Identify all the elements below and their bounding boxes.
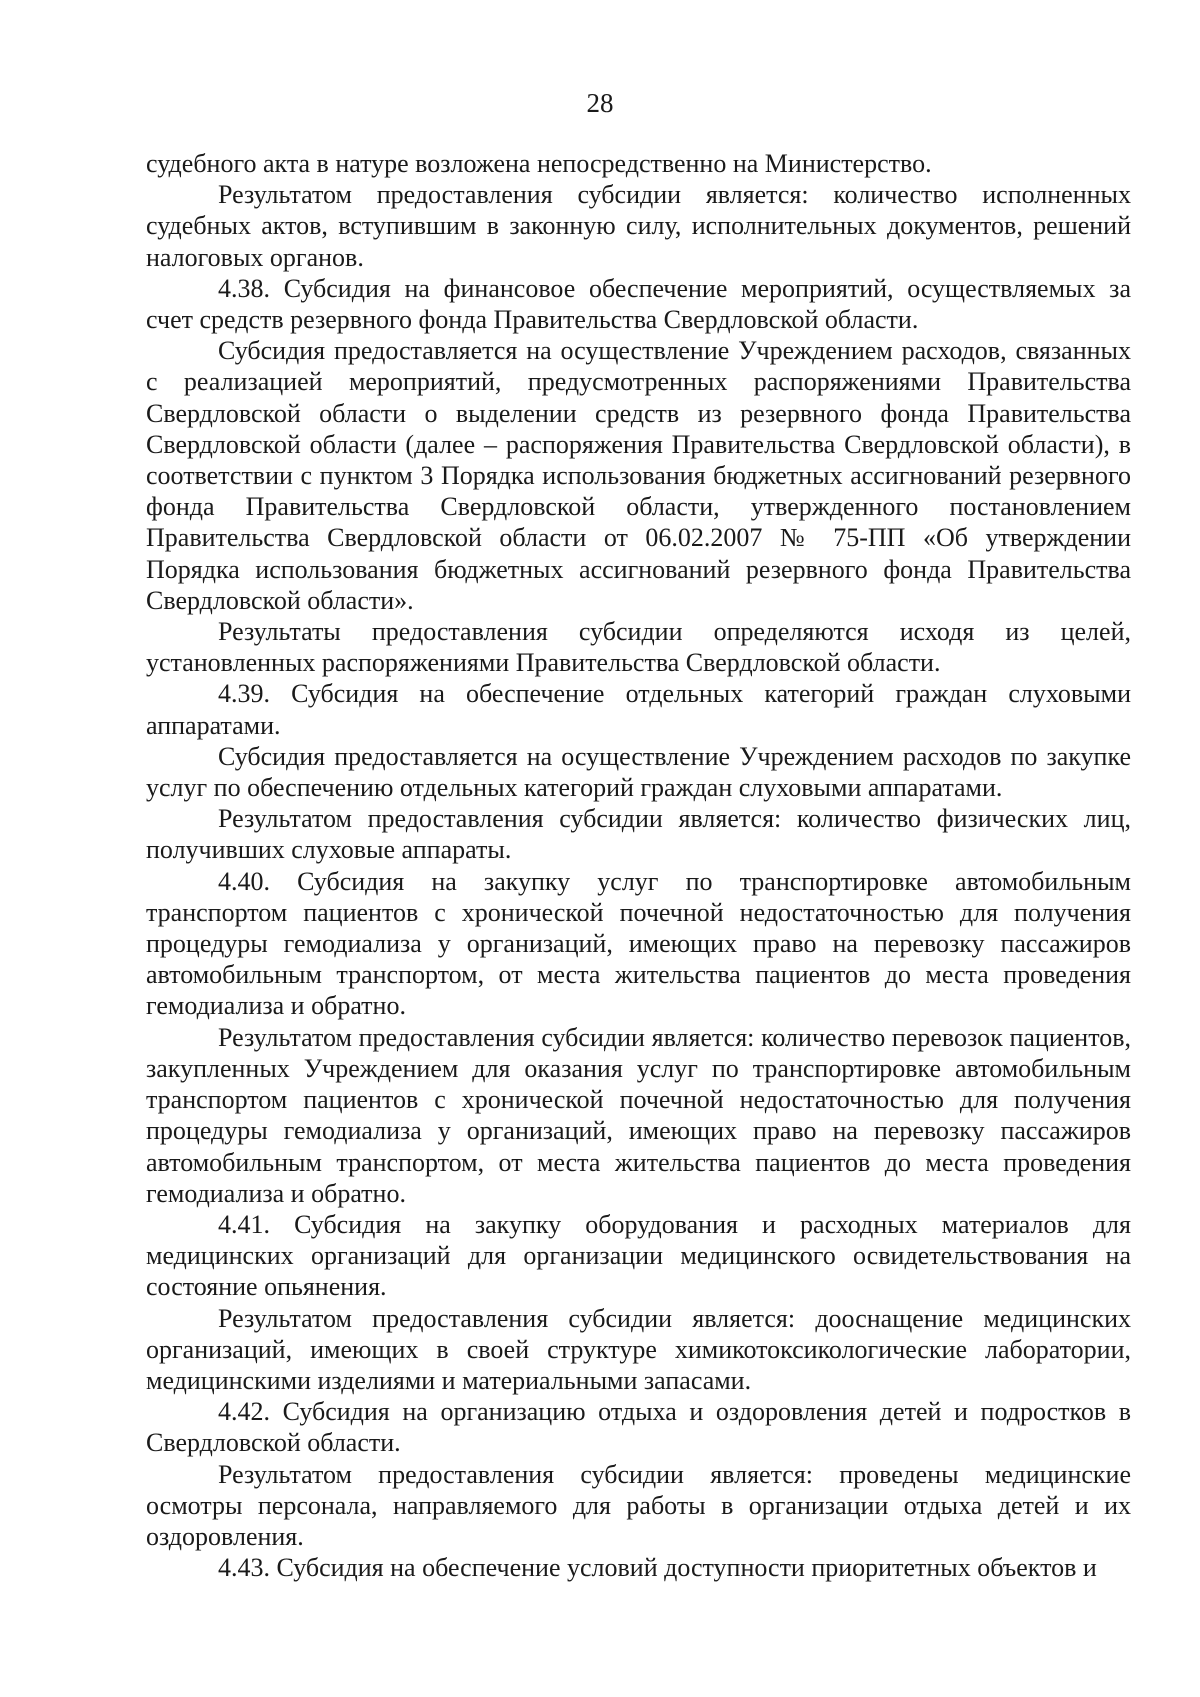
paragraph-4-42-heading: 4.42. Субсидия на организацию отдыха и оздоровления детей и подростков в Свердловской области. [146, 1397, 1131, 1458]
paragraph-4-38-results: Результаты предоставления субсидии определяются исходя из целей, установленных распоряжениями Правительства Свердловской области. [146, 617, 1131, 678]
paragraph-4-39-result: Результатом предоставления субсидии является: количество физических лиц, получивших слуховые аппараты. [146, 804, 1131, 865]
paragraph-4-40-result: Результатом предоставления субсидии является: количество перевозок пациентов, закупленных Учреждением для оказания услуг по транспортировке автомобильным транспортом пациентов с хронической почечной недостаточностью для получения процедуры гемодиализа у организаций, имеющих право на перевозку пассажиров автомобильным транспортом, от места жительства пациентов до места проведения гемодиализа и обратно. [146, 1022, 1131, 1208]
paragraph-4-39-purpose: Субсидия предоставляется на осуществление Учреждением расходов по закупке услуг по обеспечению отдельных категорий граждан слуховыми аппаратами. [146, 741, 1131, 803]
document-body [146, 148, 1131, 1583]
paragraph-4-41-result: Результатом предоставления субсидии является: дооснащение медицинских организаций, имеющих в своей структуре химикотоксикологические лаборатории, медицинскими изделиями и материальными запасами. [146, 1303, 1131, 1395]
paragraph-4-40-heading: 4.40. Субсидия на закупку услуг по транспортировке автомобильным транспортом пациентов с хронической почечной недостаточностью для получения процедуры гемодиализа у организаций, имеющих право на перевозку пассажиров автомобильным транспортом, от места жительства пациентов до места проведения гемодиализа и обратно. [146, 866, 1131, 1021]
paragraph-4-41-heading: 4.41. Субсидия на закупку оборудования и расходных материалов для медицинских организаций для организации медицинского освидетельствования на состояние опьянения. [146, 1209, 1131, 1302]
paragraph-4-42-result: Результатом предоставления субсидии является: проведены медицинские осмотры персонала, направляемого для работы в организации отдыха детей и их оздоровления. [146, 1459, 1131, 1551]
paragraph-result-court-acts: Результатом предоставления субсидии является: количество исполненных судебных актов, вступившим в законную силу, исполнительных документов, решений налоговых органов. [146, 180, 1131, 272]
paragraph-4-39-heading: 4.39. Субсидия на обеспечение отдельных категорий граждан слуховыми аппаратами. [146, 679, 1131, 740]
paragraph-4-43-heading: 4.43. Субсидия на обеспечение условий доступности приоритетных объектов и [218, 1553, 1097, 1583]
page-number: 28 [586, 88, 614, 118]
paragraph-continuation: судебного акта в натуре возложена непосредственно на Министерство. [146, 149, 932, 178]
paragraph-4-38-heading: 4.38. Субсидия на финансовое обеспечение мероприятий, осуществляемых за счет средств резервного фонда Правительства Свердловской области. [146, 273, 1131, 335]
paragraph-4-38-purpose: Субсидия предоставляется на осуществление Учреждением расходов, связанных с реализацией мероприятий, предусмотренных распоряжениями Правительства Свердловской области о выделении средств из резервного фонда Правительства Свердловской области (далее – распоряжения Правительства Свердловской области), в соответствии с пунктом 3 Порядка использования бюджетных ассигнований резервного фонда Правительства Свердловской области, утвержденного постановлением Правительства Свердловской области от 06.02.2007 № 75-ПП «Об утверждении Порядка использования бюджетных ассигнований резервного фонда Правительства Свердловской области». [146, 336, 1131, 615]
